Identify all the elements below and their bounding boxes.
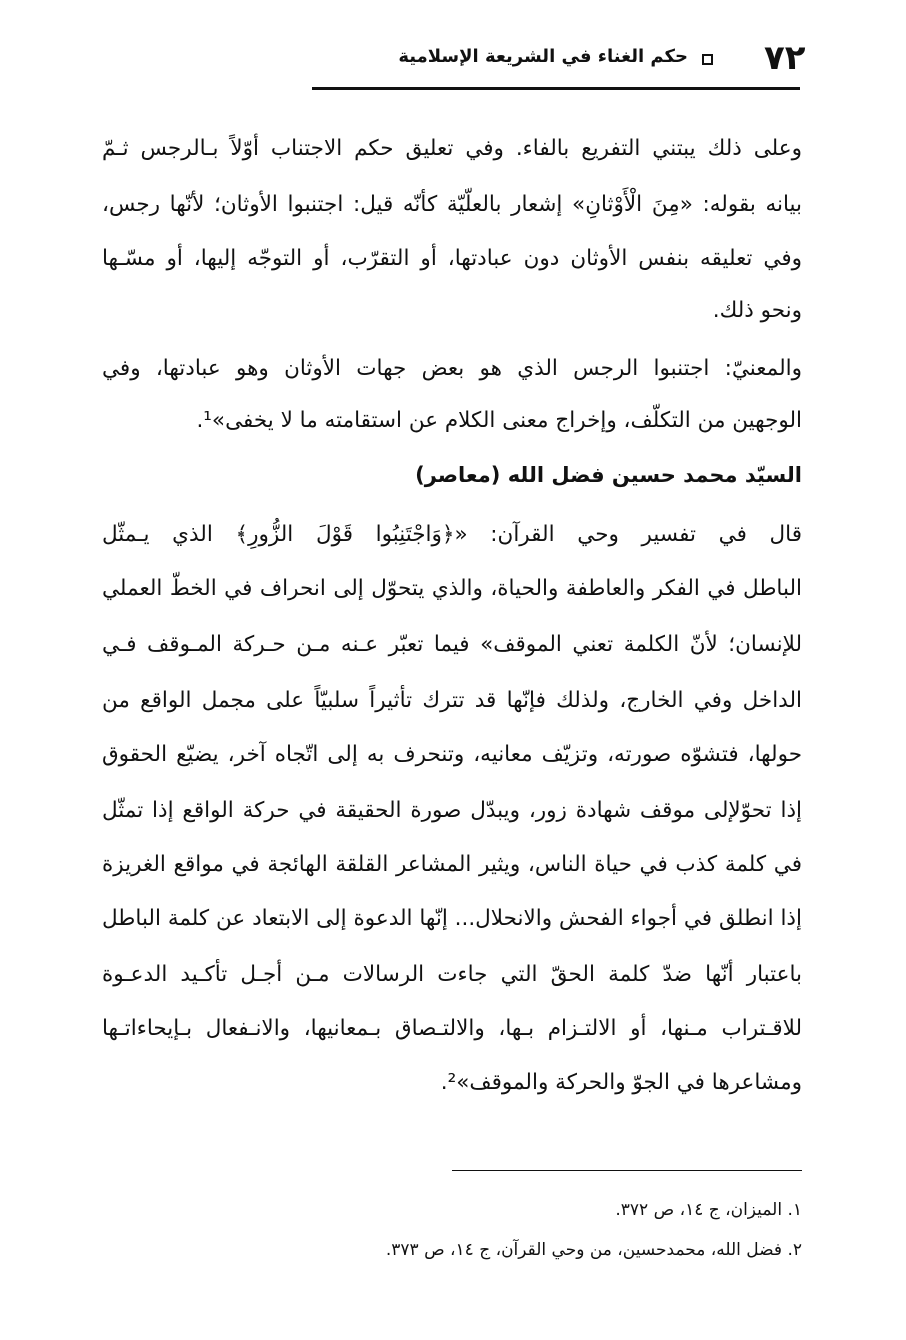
footnote: ١. الميزان، ج ١٤، ص ٣٧٢. bbox=[615, 1200, 802, 1220]
page-number: ٧٢ bbox=[764, 38, 806, 78]
footnote: ٢. فضل الله، محمدحسين، من وحي القرآن، ج ١٤، ص ٣٧٣. bbox=[385, 1240, 802, 1260]
paragraph-line: وفي تعليقه بنفس الأوثان دون عبادتها، أو التقرّب، أو التوجّه إليها، أو مسّـها bbox=[102, 246, 802, 271]
paragraph-line: حولها، فتشوّه صورته، وتزيّف معانيه، وتنحرف به إلى اتّجاه آخر، يضيّع الحقوق bbox=[102, 742, 802, 767]
running-header bbox=[310, 38, 806, 86]
paragraph-line: إذا انطلق في أجواء الفحش والانحلال... إنّها الدعوة إلى الابتعاد عن كلمة الباطل bbox=[102, 906, 802, 931]
footnote-rule bbox=[452, 1170, 802, 1171]
paragraph-line: قال في تفسير وحي القرآن: «﴿وَاجْتَنِبُوا قَوْلَ الزُّورِ﴾ الذي يـمثّل bbox=[102, 522, 802, 547]
paragraph-line: بيانه بقوله: «مِنَ الْأَوْثانِ» إشعار بالعلّيّة كأنّه قيل: اجتنبوا الأوثان؛ لأنّها رجس، bbox=[102, 192, 802, 217]
running-title: حكم الغناء في الشريعة الإسلامية bbox=[398, 46, 688, 67]
paragraph-line: باعتبار أنّها ضدّ كلمة الحقّ التي جاءت الرسالات مـن أجـل تأكـيد الدعـوة bbox=[102, 962, 802, 987]
paragraph-line: والمعنيّ: اجتنبوا الرجس الذي هو بعض جهات الأوثان وهو عبادتها، وفي bbox=[102, 356, 802, 381]
paragraph-line: الباطل في الفكر والعاطفة والحياة، والذي يتحوّل إلى انحراف في الخطّ العملي bbox=[102, 576, 802, 601]
paragraph-line: للإنسان؛ لأنّ الكلمة تعني الموقف» فيما تعبّر عـنه مـن حـركة المـوقف فـي bbox=[102, 632, 802, 657]
paragraph-line: إذا تحوّلإلى موقف شهادة زور، ويبدّل صورة الحقيقة في حركة الواقع إذا تمثّل bbox=[102, 798, 802, 823]
paragraph-line: ومشاعرها في الجوّ والحركة والموقف»². bbox=[440, 1070, 802, 1095]
paragraph-line: في كلمة كذب في حياة الناس، ويثير المشاعر القلقة الهائجة في مواقع الغريزة bbox=[102, 852, 802, 877]
section-heading: السيّد محمد حسين فضل الله (معاصر) bbox=[415, 463, 802, 487]
header-rule bbox=[312, 87, 800, 90]
paragraph-line: للاقـتراب مـنها، أو الالتـزام بـها، والالتـصاق بـمعانيها، والانـفعال بـإيحاءاتـها bbox=[102, 1016, 802, 1041]
paragraph-line: الوجهين من التكلّف، وإخراج معنى الكلام عن استقامته ما لا يخفى»¹. bbox=[196, 408, 802, 433]
square-bullet-icon bbox=[702, 54, 713, 65]
paragraph-line: وعلى ذلك يبتني التفريع بالفاء. وفي تعليق حكم الاجتناب أوّلاً بـالرجس ثـمّ bbox=[102, 136, 802, 161]
paragraph-line: ونحو ذلك. bbox=[712, 298, 802, 323]
paragraph-line: الداخل وفي الخارج، ولذلك فإنّها قد تترك تأثيراً سلبيّاً على مجمل الواقع من bbox=[102, 688, 802, 713]
